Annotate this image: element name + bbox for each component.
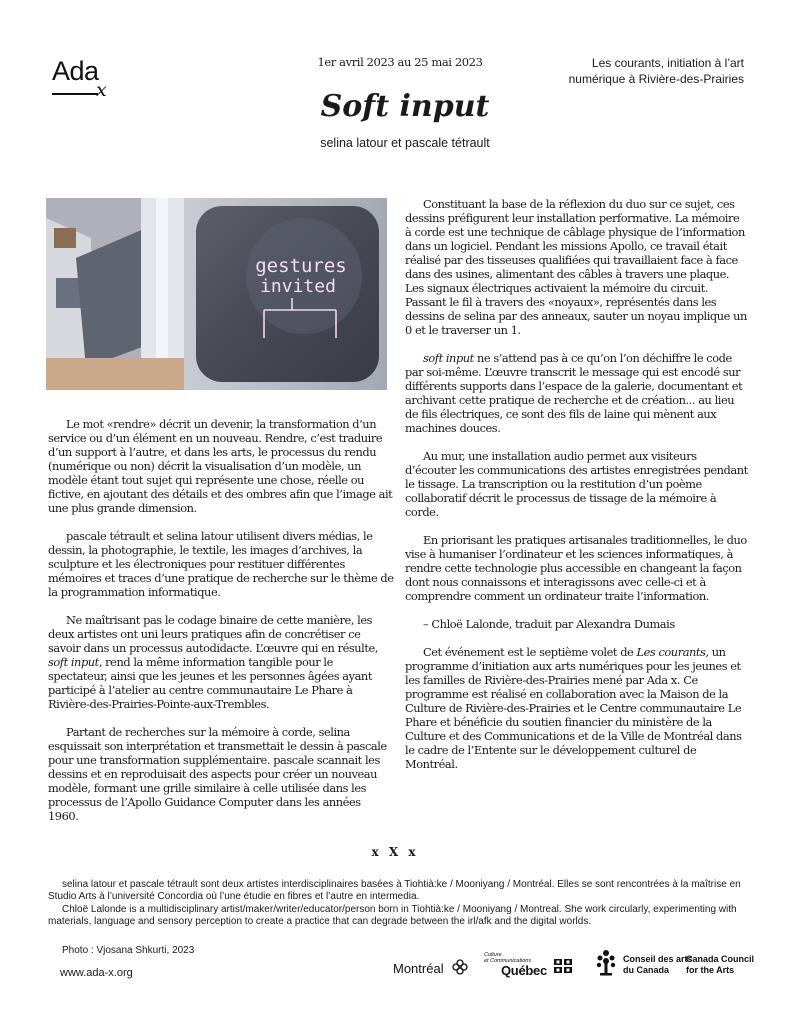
page-title: Soft input <box>320 89 490 124</box>
series-title-line2: numérique à Rivière-des-Prairies <box>568 72 744 86</box>
series-title-line1: Les courants, initiation à l’art <box>591 56 744 70</box>
montreal-flower-icon-graphic <box>452 959 468 975</box>
montreal-flower-icon <box>452 959 468 979</box>
right-paragraph-3: Au mur, une installation audio permet aux visiteurs d’écouter les communications des artistes enregistrées pendant le tissage. La transcription ou la restitution d’un poème collaboratif décrit le processus de tissage de la mémoire à corde. <box>405 449 748 519</box>
right-paragraph-4: En priorisant les pratiques artisanales traditionnelles, le duo vise à humaniser l’ordinateur et les sciences informatiques, à rendre cette technologie plus accessible en changeant la façon dont nous connaissons et interagissons avec celle-ci et à comprendre comment un ordinateur traite l’information. <box>405 533 747 603</box>
artist-bios <box>48 879 748 929</box>
right-paragraph-2 <box>405 351 748 435</box>
montreal-logo-text: Montréal <box>393 961 444 976</box>
canada-council-french <box>623 954 693 975</box>
left-text-column <box>48 417 394 837</box>
logo-ada-text: Ada <box>52 56 99 86</box>
ada-x-logo <box>52 58 114 104</box>
canada-council-icon <box>595 949 617 977</box>
separator-mark: x X x <box>371 845 419 859</box>
quebec-flag-icon-graphic <box>554 959 572 973</box>
left-paragraph-2: pascale tétrault et selina latour utilisent divers médias, le dessin, la photographie, le textile, les images d’archives, la sculpture et les électroniques pour restituer différentes mémoires et traces d’une pratique de recherche sur le thème de la programmation informatique. <box>48 529 394 599</box>
installation-photo-graphic <box>46 198 387 390</box>
left-paragraph-1: Le mot «rendre» décrit un devenir, la transformation d’un service ou d’un élément en un nouveau. Rendre, c’est traduire d’un support à l’autre, et dans les arts, le processus du rendu (numérique ou non) décrit la visualisation d’un modèle, un modèle étant tout sujet qui représente une chose, réelle ou fictive, en ajoutant des détails et des ombres afin que l’image ait une plus grande dimension. <box>48 417 393 515</box>
photo-text-line1: gestures <box>255 255 347 277</box>
canada-council-french-line2: du Canada <box>623 964 670 975</box>
logo-underline <box>52 93 98 95</box>
website-link[interactable]: www.ada-x.org <box>60 967 133 979</box>
canada-council-english <box>686 954 754 975</box>
left-paragraph-3 <box>48 613 394 711</box>
left-paragraph-4: Partant de recherches sur la mémoire à corde, selina esquissait son interprétation et transmettait le dessin à pascale pour une transformation supplémentaire. pascale scannait les dessins et en reproduisait des aspects pour créer un nouveau modèle, formant une grille similaire à celle utilisée dans les processus de l’Apollo Guidance Computer dans les années 1960. <box>48 725 387 823</box>
right-paragraph-5-start: Cet événement est le septième volet de <box>423 645 637 659</box>
quebec-flag-icon <box>554 958 572 972</box>
right-paragraph-1: Constituant la base de la réflexion du duo sur ce sujet, ces dessins préfigurent leur installation performative. La mémoire à corde est une technique de câblage physique de l’information dans un logiciel. Pendant les missions Apollo, ce travail était réalisé par des tisseuses qualifiées qui travaillaient face à face dans des usines, alimentant des câbles à travers une plaque. Les signaux électriques activaient la mémoire du circuit. Passant le fil à travers des «noyaux», représentés dans les dessins de selina par des anneaux, sauter un noyau implique un 0 et le traverser un 1. <box>405 197 747 337</box>
right-paragraph-5-end: , un programme d’initiation aux arts numériques pour les jeunes et les familles de Rivière-des-Prairies mené par Ada x. Ce programme est réalisé en collaboration avec la Maison de la Culture de Rivière-des-Prairies et le Centre communautaire Le Phare et bénéficie du soutien financier du ministère de la Culture et des Communications et de la Ville de Montréal dans le cadre de l’Entente sur le développement culturel de Montréal. <box>405 645 742 771</box>
left-paragraph-3-end: , rend la même information tangible pour le spectateur, ainsi que les jeunes et les personnes âgées ayant participé à l’atelier au centre communautaire Le Phare à Rivière-des-Prairies-Pointe-aux-Trembles. <box>48 655 372 711</box>
logo-x-text: x <box>96 79 107 101</box>
photo-credit: Photo : Vjosana Shkurti, 2023 <box>62 945 195 956</box>
canada-council-english-line1: Canada Council <box>686 954 755 964</box>
canada-council-english-line2: for the Arts <box>686 964 735 975</box>
canada-council-icon-graphic <box>595 949 617 977</box>
signature: – Chloë Lalonde, traduit par Alexandra Dumais <box>423 617 675 631</box>
exhibition-dates: 1er avril 2023 au 25 mai 2023 <box>317 55 483 69</box>
photo-text-line2: invited <box>260 276 336 297</box>
right-text-column <box>405 197 748 785</box>
right-paragraph-5-italic: Les courants <box>636 645 706 659</box>
bio-author: Chloë Lalonde is a multidisciplinary artist/maker/writer/educator/person born in Tiohtià:ke / Mooniyang / Montreal. She work circularly, experimenting with materials, language and sensory perception to create a practice that can degrade between the irl/afk and the digital worlds. <box>48 903 737 928</box>
bio-artists: selina latour et pascale tétrault sont deux artistes interdisciplinaires basées à Tiohtià:ke / Mooniyang / Montréal. Elles se sont rencontrées à la maîtrise en Studio Arts à l’université Concordia où l’une étudie en fibres et l’autre en intermedia. <box>48 879 741 903</box>
quebec-ministry-line1: Culture <box>484 952 502 958</box>
canada-council-french-line1: Conseil des arts <box>623 954 693 964</box>
left-paragraph-3-italic: soft input <box>48 655 99 669</box>
right-paragraph-2-text: ne s’attend pas à ce qu’on l’on déchiffre le code par soi-même. L’œuvre transcrit le message qui est encodé sur différents supports dans l’espace de la galerie, documentant et archivant cette pratique de recherche et de création... au lieu de fils électriques, ce sont des fils de laine qui mènent aux machines douces. <box>405 351 743 435</box>
left-paragraph-3-start: Ne maîtrisant pas le codage binaire de cette manière, les deux artistes ont uni leurs pratiques afin de concrétiser ce savoir dans un processus autodidacte. L’œuvre qui en résulte, <box>48 613 378 655</box>
quebec-ministry-line2: et Communications <box>484 958 532 964</box>
right-paragraph-5 <box>405 645 748 771</box>
artists-subtitle: selina latour et pascale tétrault <box>320 136 490 150</box>
installation-photo <box>46 198 387 390</box>
series-title <box>504 55 744 87</box>
right-paragraph-2-italic: soft input <box>423 351 474 365</box>
quebec-logo-text: Québec <box>501 963 547 978</box>
